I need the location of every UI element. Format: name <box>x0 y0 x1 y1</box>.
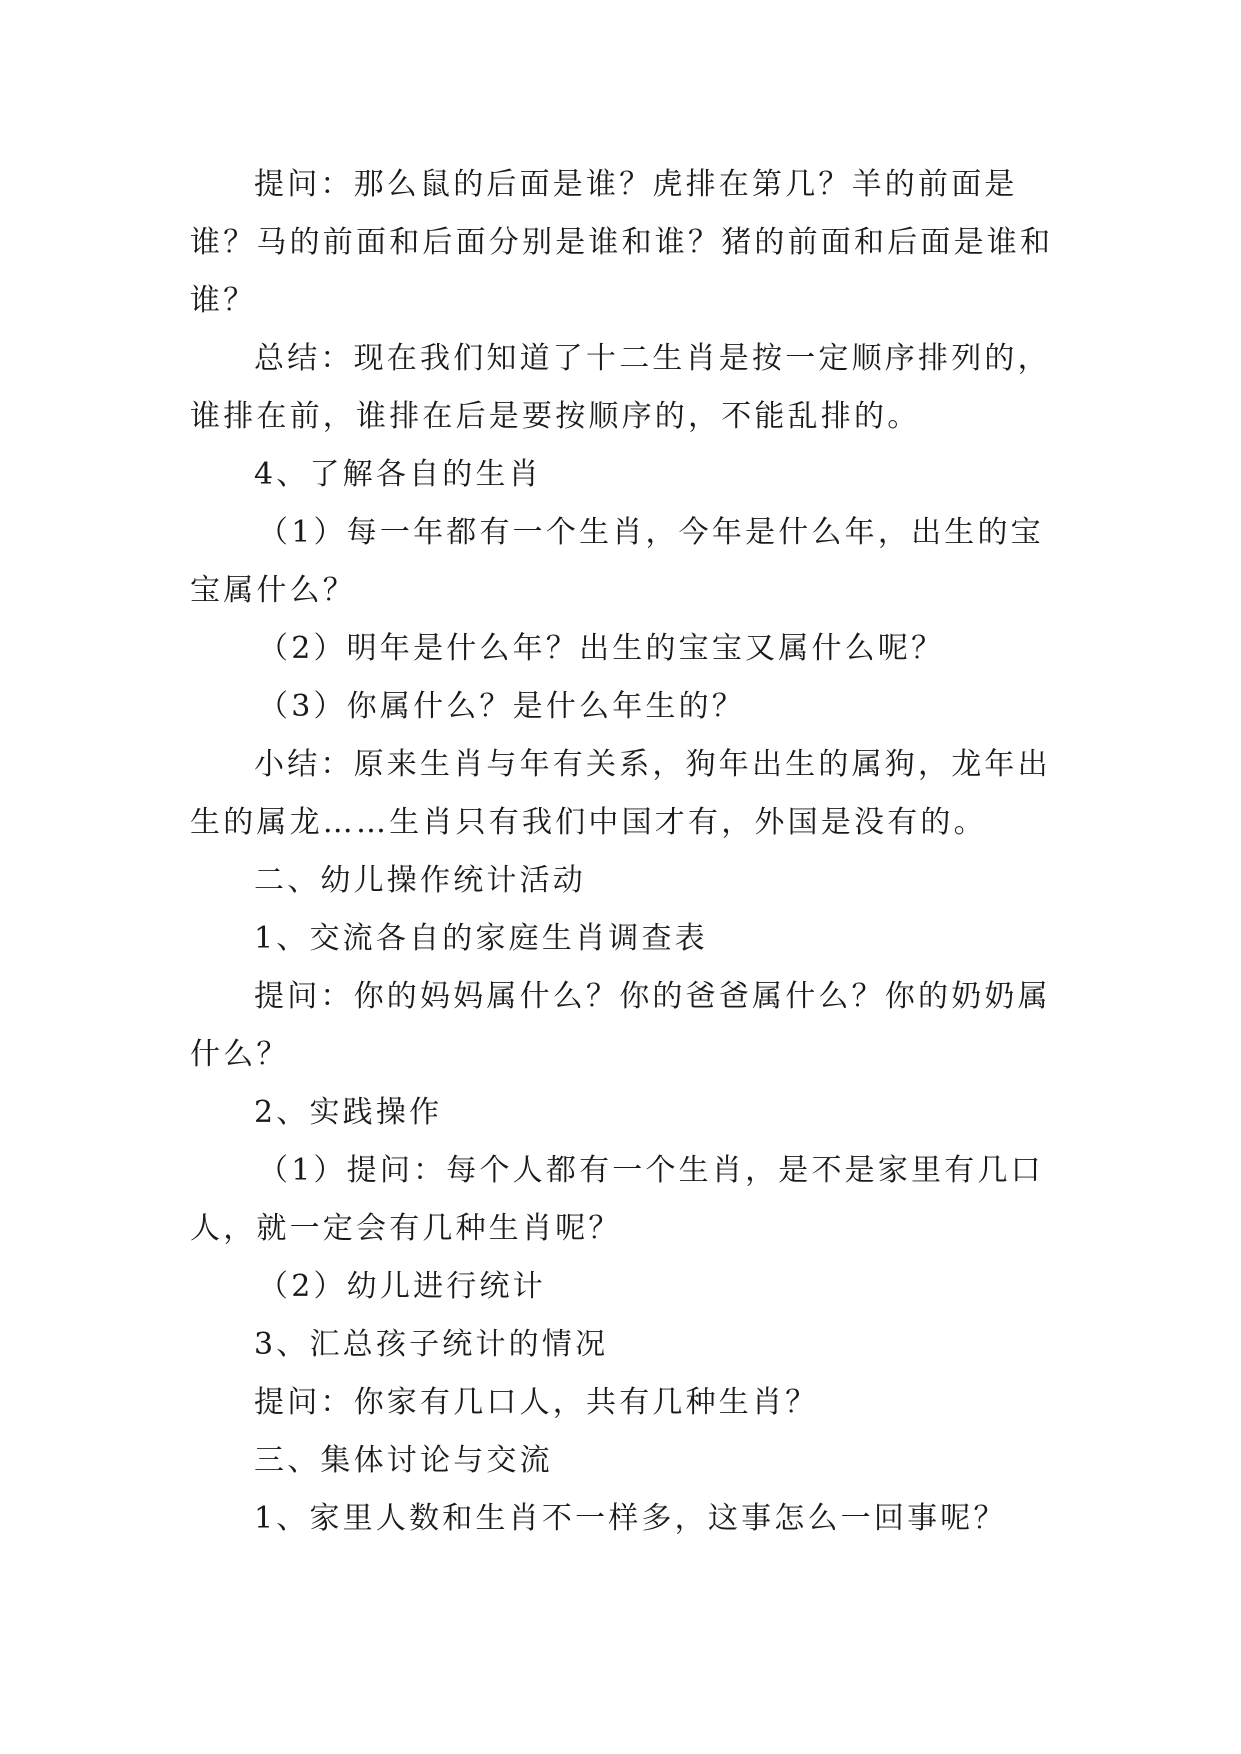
paragraph-practice-item-2: （2）幼儿进行统计 <box>258 1269 546 1304</box>
paragraph-brief-summary: 小结：原来生肖与年有关系，狗年出生的属狗，龙年出生的属龙……生肖只有我们中国才有，外国是没有的。 <box>190 747 1051 840</box>
heading-know-own-zodiac: 4、了解各自的生肖 <box>254 457 542 492</box>
paragraph-question-family: 提问：你的妈妈属什么？你的爸爸属什么？你的奶奶属什么？ <box>190 979 1051 1072</box>
paragraph-practice-item-1: （1）提问：每个人都有一个生肖，是不是家里有几口人，就一定会有几种生肖呢？ <box>190 1153 1044 1246</box>
paragraph-question-household: 提问：你家有几口人，共有几种生肖？ <box>254 1385 819 1420</box>
paragraph-item-2: （2）明年是什么年？出生的宝宝又属什么呢？ <box>258 631 945 666</box>
paragraph-summary-order: 总结：现在我们知道了十二生肖是按一定顺序排列的，谁排在前，谁排在后是要按顺序的，不能乱排的。 <box>190 341 1051 434</box>
heading-summary-stats: 3、汇总孩子统计的情况 <box>254 1327 609 1362</box>
heading-exchange-survey: 1、交流各自的家庭生肖调查表 <box>254 921 708 956</box>
paragraph-item-3: （3）你属什么？是什么年生的？ <box>258 689 746 724</box>
document-body <box>190 156 1070 1548</box>
heading-section-two: 二、幼儿操作统计活动 <box>254 863 586 898</box>
paragraph-question-order: 提问：那么鼠的后面是谁？虎排在第几？羊的前面是谁？马的前面和后面分别是谁和谁？猪的前面和后面是谁和谁？ <box>190 167 1054 318</box>
paragraph-item-1: （1）每一年都有一个生肖，今年是什么年，出生的宝宝属什么？ <box>190 515 1044 608</box>
heading-practice: 2、实践操作 <box>254 1095 443 1130</box>
heading-section-three: 三、集体讨论与交流 <box>254 1443 553 1478</box>
paragraph-discussion-item-1: 1、家里人数和生肖不一样多，这事怎么一回事呢？ <box>254 1501 1007 1536</box>
